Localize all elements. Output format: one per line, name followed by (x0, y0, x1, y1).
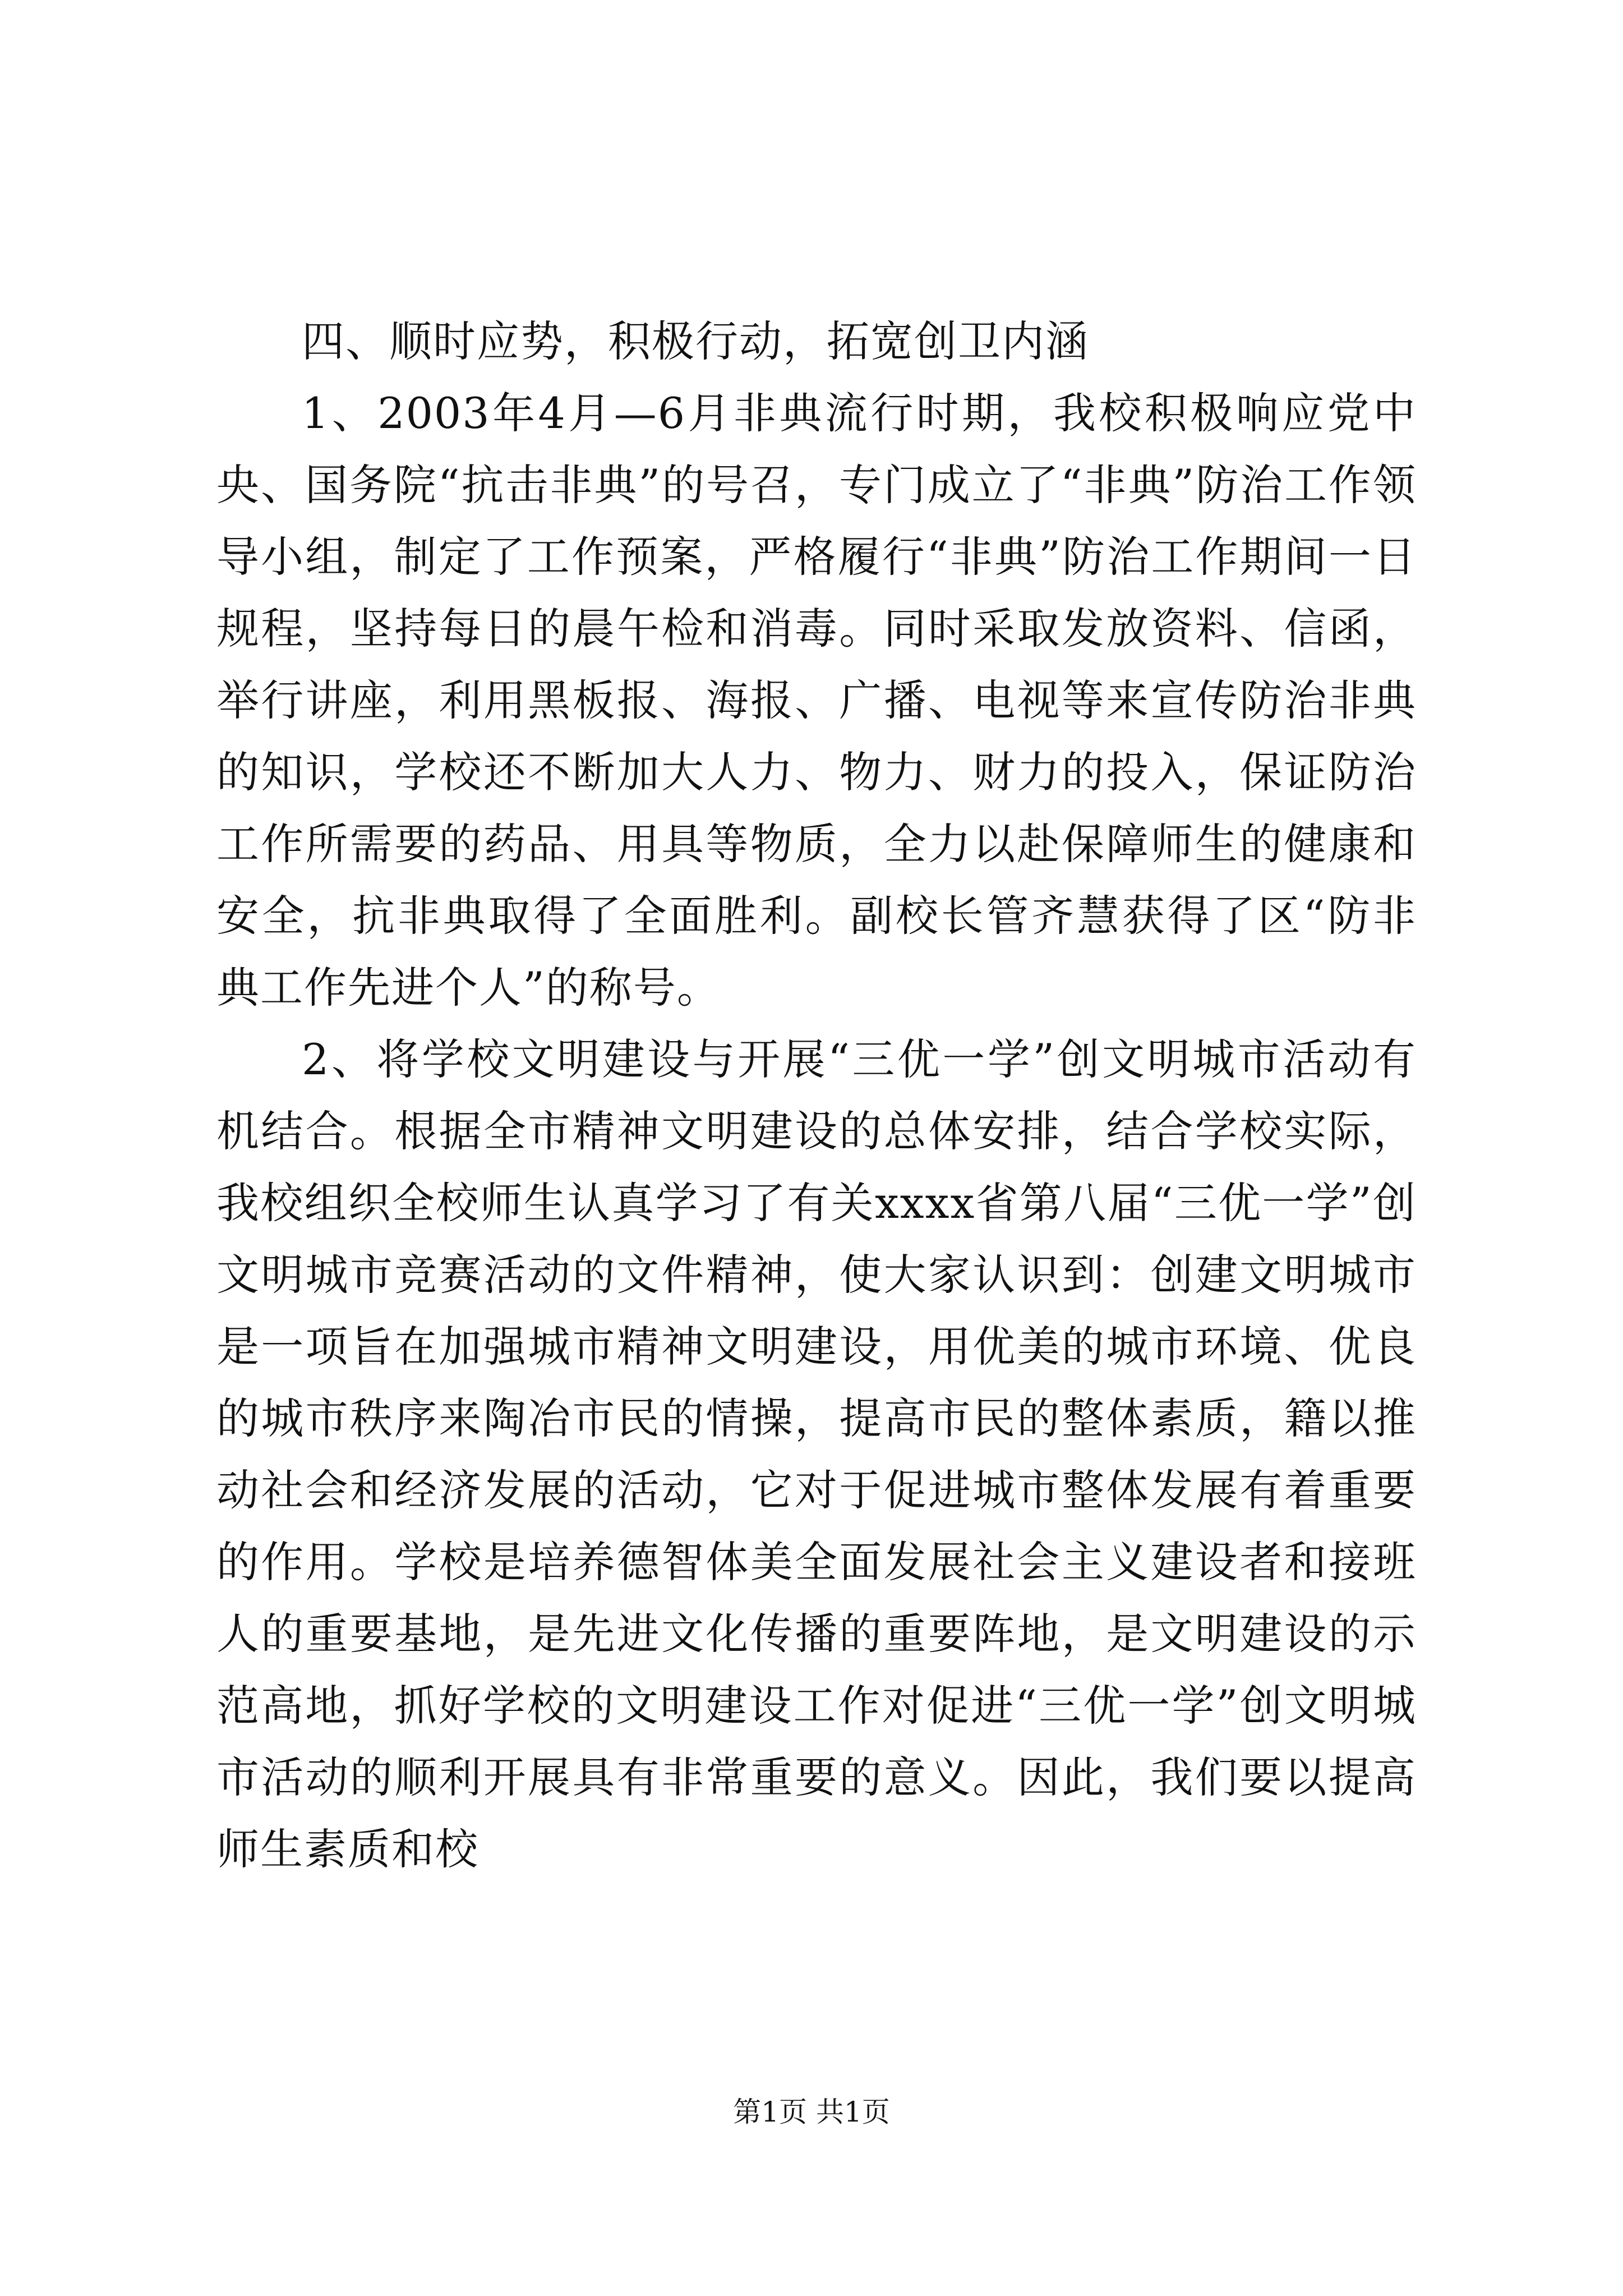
paragraph-2: 2、将学校文明建设与开展“三优一学”创文明城市活动有机结合。根据全市精神文明建设的总体安排，结合学校实际，我校组织全校师生认真学习了有关xxxx省第八届“三优一学”创文明城市竞赛活动的文件精神，使大家认识到：创建文明城市是一项旨在加强城市精神文明建设，用优美的城市环境、优良的城市秩序来陶冶市民的情操，提高市民的整体素质，籍以推动社会和经济发展的活动，它对于促进城市整体发展有着重要的作用。学校是培养德智体美全面发展社会主义建设者和接班人的重要基地，是先进文化传播的重要阵地，是文明建设的示范高地，抓好学校的文明建设工作对促进“三优一学”创文明城市活动的顺利开展具有非常重要的意义。因此，我们要以提高师生素质和校 (216, 1034, 1417, 1874)
page-footer: 第1页 共1页 (733, 2096, 890, 2128)
document-body (216, 306, 1417, 1885)
paragraph-1: 1、2003年4月—6月非典流行时期，我校积极响应党中央、国务院“抗击非典”的号召，专门成立了“非典”防治工作领导小组，制定了工作预案，严格履行“非典”防治工作期间一日规程，坚持每日的晨午检和消毒。同时采取发放资料、信函，举行讲座，利用黑板报、海报、广播、电视等来宣传防治非典的知识，学校还不断加大人力、物力、财力的投入，保证防治工作所需要的药品、用具等物质，全力以赴保障师生的健康和安全，抗非典取得了全面胜利。副校长管齐慧获得了区“防非典工作先进个人”的称号。 (216, 388, 1417, 1013)
section-heading: 四、顺时应势，积极行动，拓宽创卫内涵 (302, 316, 1089, 366)
